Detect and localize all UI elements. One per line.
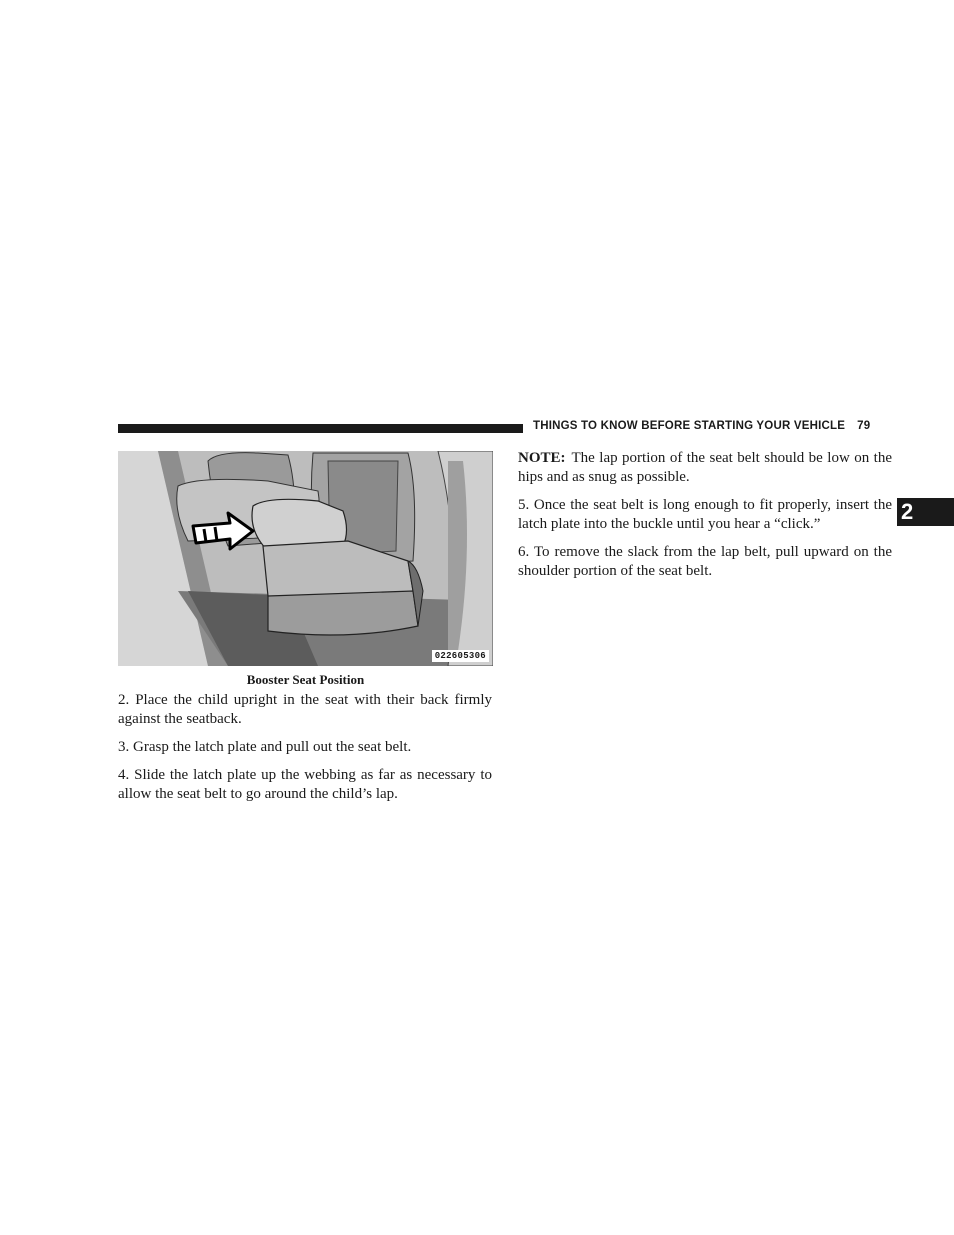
chapter-tab: 2 — [897, 498, 954, 526]
note-label: NOTE: — [518, 450, 566, 466]
note-text: The lap portion of the seat belt should be low on the hips and as snug as possible. — [518, 450, 892, 485]
figure-code: 022605306 — [432, 650, 489, 662]
header-rule — [118, 424, 523, 433]
note-paragraph — [518, 449, 892, 487]
seat-drawing — [118, 451, 493, 666]
step-3-text: 3. Grasp the latch plate and pull out the seat belt. — [118, 739, 412, 755]
step-4-text: 4. Slide the latch plate up the webbing as far as necessary to allow the seat belt to go around the child’s lap. — [118, 767, 492, 802]
section-title: THINGS TO KNOW BEFORE STARTING YOUR VEHICLE — [533, 420, 846, 432]
booster-seat-illustration — [118, 451, 493, 666]
step-2-text: 2. Place the child upright in the seat with their back firmly against the seatback. — [118, 692, 492, 727]
step-6-text: 6. To remove the slack from the lap belt, pull upward on the shoulder portion of the seat belt. — [518, 544, 892, 579]
left-column — [118, 691, 492, 813]
right-column — [518, 449, 892, 590]
running-header — [533, 420, 870, 432]
figure-caption: Booster Seat Position — [246, 672, 365, 687]
step-5-text: 5. Once the seat belt is long enough to fit properly, insert the latch plate into the buckle until you hear a “click.” — [518, 497, 892, 532]
page-number: 79 — [857, 420, 871, 432]
